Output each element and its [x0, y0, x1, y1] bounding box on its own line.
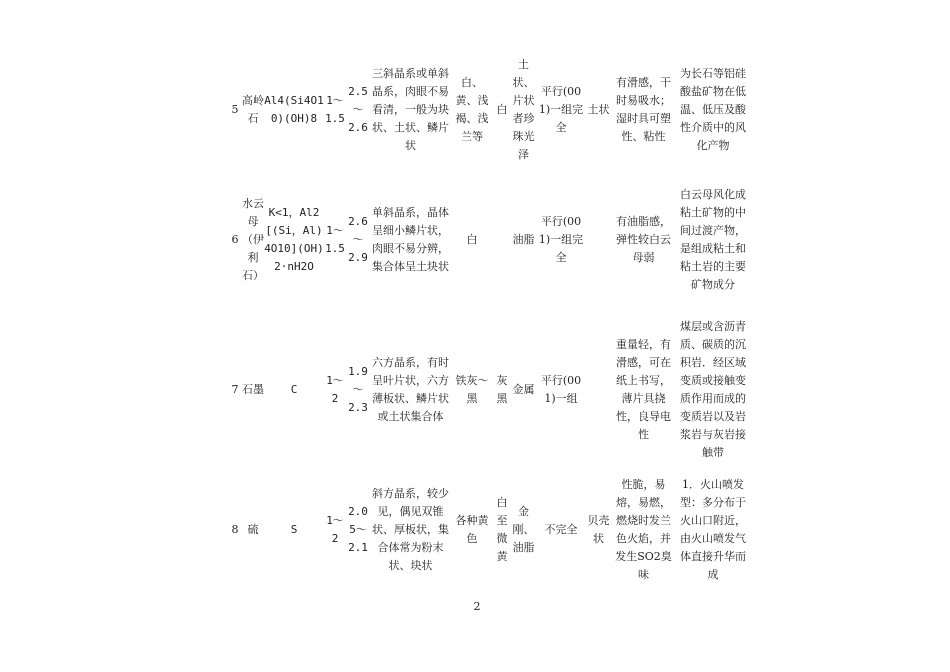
streak: [493, 170, 511, 310]
mineral-name: 水云母（伊利石）: [242, 197, 264, 282]
other-properties: 有滑感，干时易吸水；湿时具可塑性、粘性: [616, 76, 671, 143]
color: 铁灰～黑: [455, 374, 489, 405]
mineral-name: 高岭石: [242, 94, 264, 125]
specific-gravity: 2.6～2.9: [348, 215, 368, 264]
cleavage: 平行(001)一组完全: [538, 215, 584, 264]
cleavage: 不完全: [544, 523, 578, 536]
chemical-formula: Al4(Si4O10)(OH)8: [264, 94, 324, 125]
chemical-formula: S: [290, 523, 298, 536]
occurrence: 煤层或含沥青质、碳质的沉积岩．经区域变质或接触变质作用而成的变质岩以及岩浆岩与灰岩接触带: [680, 320, 746, 459]
hardness: 1～1.5: [325, 94, 345, 125]
fracture: [586, 310, 611, 470]
color: 各种黄色: [455, 514, 489, 545]
specific-gravity: 2.05～2.1: [348, 505, 368, 554]
row-number: 8: [231, 523, 239, 536]
mineral-name: 石墨: [242, 383, 264, 396]
cleavage: 平行(001)一组: [540, 374, 582, 405]
row-number: 7: [231, 383, 239, 396]
fracture: 贝壳状: [587, 514, 610, 545]
hardness: 1～1.5: [325, 224, 345, 255]
luster: 油脂: [512, 233, 535, 246]
fracture: [586, 170, 611, 310]
streak: 白: [496, 103, 508, 116]
color: 白、黄、浅褐、浅兰等: [455, 76, 489, 143]
crystal-shape: 三斜晶系或单斜晶系，肉眼不易看清，一般为块状、土状、鳞片状: [372, 67, 449, 152]
color: 白: [466, 233, 478, 246]
cleavage: 平行(001)一组完全: [538, 85, 584, 134]
page-number: 2: [473, 600, 481, 613]
fracture: 土状: [587, 103, 610, 116]
specific-gravity: 1.9～2.3: [348, 365, 368, 414]
other-properties: 重量轻，有滑感，可在纸上书写，薄片具挠性，良导电性: [616, 338, 671, 441]
table-row: [228, 50, 750, 170]
row-number: 5: [231, 103, 239, 116]
occurrence: 白云母风化成粘土矿物的中间过渡产物，是组成粘土和粘土岩的主要矿物成分: [680, 188, 746, 291]
table-row: [228, 470, 750, 590]
table-row: [228, 310, 750, 470]
chemical-formula: K<1，Al2[(Si，Al)4O10](OH)2·nH2O: [264, 206, 324, 273]
mineral-name: 硫: [247, 523, 259, 536]
occurrence: 1．火山喷发型：多分布于火山口附近，由火山喷发气体直接升华而成: [680, 478, 746, 581]
crystal-shape: 单斜晶系，晶体呈细小鳞片状，肉眼不易分辨，集合体呈土块状: [372, 206, 449, 273]
occurrence: 为长石等铝硅酸盐矿物在低温、低压及酸性介质中的风化产物: [680, 67, 746, 152]
luster: 金属: [512, 383, 535, 396]
row-number: 6: [231, 233, 239, 246]
mineral-table: [228, 50, 750, 590]
table-row: [228, 170, 750, 310]
specific-gravity: 2.5～2.6: [348, 85, 368, 134]
streak: 灰黑: [496, 374, 508, 405]
crystal-shape: 六方晶系，有时呈叶片状，六方薄板状、鳞片状或土状集合体: [372, 356, 449, 423]
other-properties: 有油脂感，弹性较白云母弱: [616, 215, 671, 264]
crystal-shape: 斜方晶系，较少见，偶见双锥状、厚板状，集合体常为粉末状、块状: [372, 487, 449, 572]
chemical-formula: C: [290, 383, 298, 396]
luster: 土状、片状者珍珠光泽: [512, 58, 535, 161]
luster: 金刚、油脂: [512, 505, 535, 554]
hardness: 1～2: [326, 514, 344, 545]
hardness: 1～2: [326, 374, 344, 405]
streak: 白至微黄: [496, 496, 508, 563]
other-properties: 性脆，易熔，易燃，燃烧时发兰色火焰，并发生SO2臭味: [615, 478, 672, 581]
